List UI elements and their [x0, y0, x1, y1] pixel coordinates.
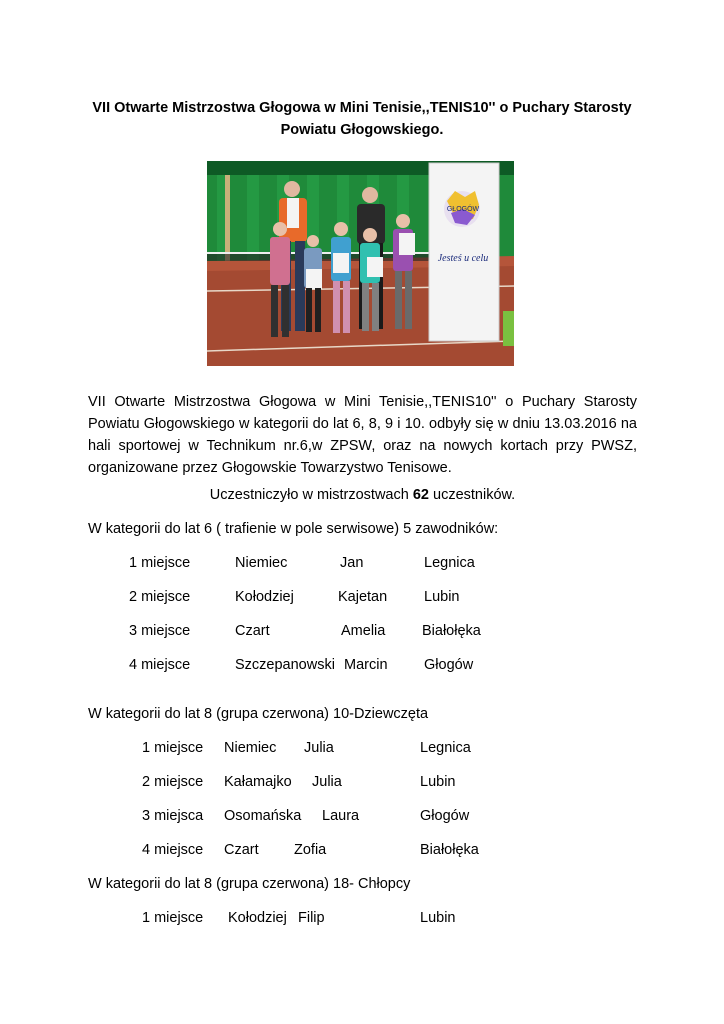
surname: Niemiec: [235, 555, 288, 571]
city: Białołęka: [420, 842, 479, 858]
category-heading: W kategorii do lat 8 (grupa czerwona) 18- Chłopcy: [88, 876, 411, 892]
first-name: Julia: [304, 740, 334, 756]
place: 4 miejsce: [129, 657, 191, 673]
surname: Kołodziej: [228, 910, 287, 926]
participants-count: 62: [412, 487, 429, 503]
city: Lubin: [420, 774, 456, 790]
banner-logo-text: GŁOGÓW: [446, 206, 480, 213]
place: 3 miejsca: [142, 808, 204, 824]
result-row: [0, 738, 724, 758]
first-name: Marcin: [344, 657, 388, 673]
surname: Czart: [235, 623, 270, 639]
surname: Kałamajko: [224, 774, 292, 790]
city: Legnica: [424, 555, 475, 571]
result-row: [0, 840, 724, 860]
city: Lubin: [420, 910, 456, 926]
city: Białołęka: [422, 623, 481, 639]
place: 3 miejsce: [129, 623, 191, 639]
document-title: VII Otwarte Mistrzostwa Głogowa w Mini Tenisie,,TENIS10'' o Puchary Starosty Powiatu Głogowskiego.: [92, 100, 632, 138]
first-name: Laura: [322, 808, 360, 824]
result-row: [0, 621, 724, 641]
result-row: [0, 908, 724, 928]
city: Legnica: [420, 740, 471, 756]
city: Głogów: [424, 657, 474, 673]
result-row: [0, 772, 724, 792]
participants-prefix: Uczestniczyło w mistrzostwach: [209, 487, 409, 503]
participants-line: [88, 485, 637, 505]
place: 2 miejsce: [142, 774, 204, 790]
city: Głogów: [420, 808, 470, 824]
first-name: Amelia: [341, 623, 386, 639]
surname: Szczepanowski: [235, 657, 335, 673]
place: 1 miejsce: [129, 555, 191, 571]
place: 1 miejsce: [142, 740, 204, 756]
participants-suffix: uczestników.: [433, 487, 516, 503]
surname: Osomańska: [224, 808, 302, 824]
surname: Niemiec: [224, 740, 277, 756]
first-name: Zofia: [294, 842, 327, 858]
award-ceremony-photo: [207, 161, 514, 366]
result-row: [0, 587, 724, 607]
first-name: Filip: [298, 910, 325, 926]
banner-slogan: Jesteś u celu: [437, 253, 489, 264]
category-heading: W kategorii do lat 8 (grupa czerwona) 10-Dziewczęta: [88, 706, 429, 722]
result-row: [0, 655, 724, 675]
place: 2 miejsce: [129, 589, 191, 605]
category-heading: W kategorii do lat 6 ( trafienie w pole serwisowe) 5 zawodników:: [88, 521, 499, 537]
result-row: [0, 553, 724, 573]
first-name: Kajetan: [338, 589, 388, 605]
first-name: Jan: [340, 555, 364, 571]
surname: Kołodziej: [235, 589, 294, 605]
place: 4 miejsce: [142, 842, 204, 858]
first-name: Julia: [312, 774, 342, 790]
city: Lubin: [424, 589, 460, 605]
surname: Czart: [224, 842, 259, 858]
intro-paragraph: VII Otwarte Mistrzostwa Głogowa w Mini Tenisie,,TENIS10'' o Puchary Starosty Powiatu Głogowskiego w kategorii do lat 6, 8, 9 i 10. odbyły się w dniu 13.03.2016 na hali sportowej w Technikum nr.6,w ZPSW, oraz na nowych kortach przy PWSZ, organizowane przez Głogowskie Towarzystwo Tenisowe.: [88, 394, 637, 476]
place: 1 miejsce: [142, 910, 204, 926]
result-row: [0, 806, 724, 826]
